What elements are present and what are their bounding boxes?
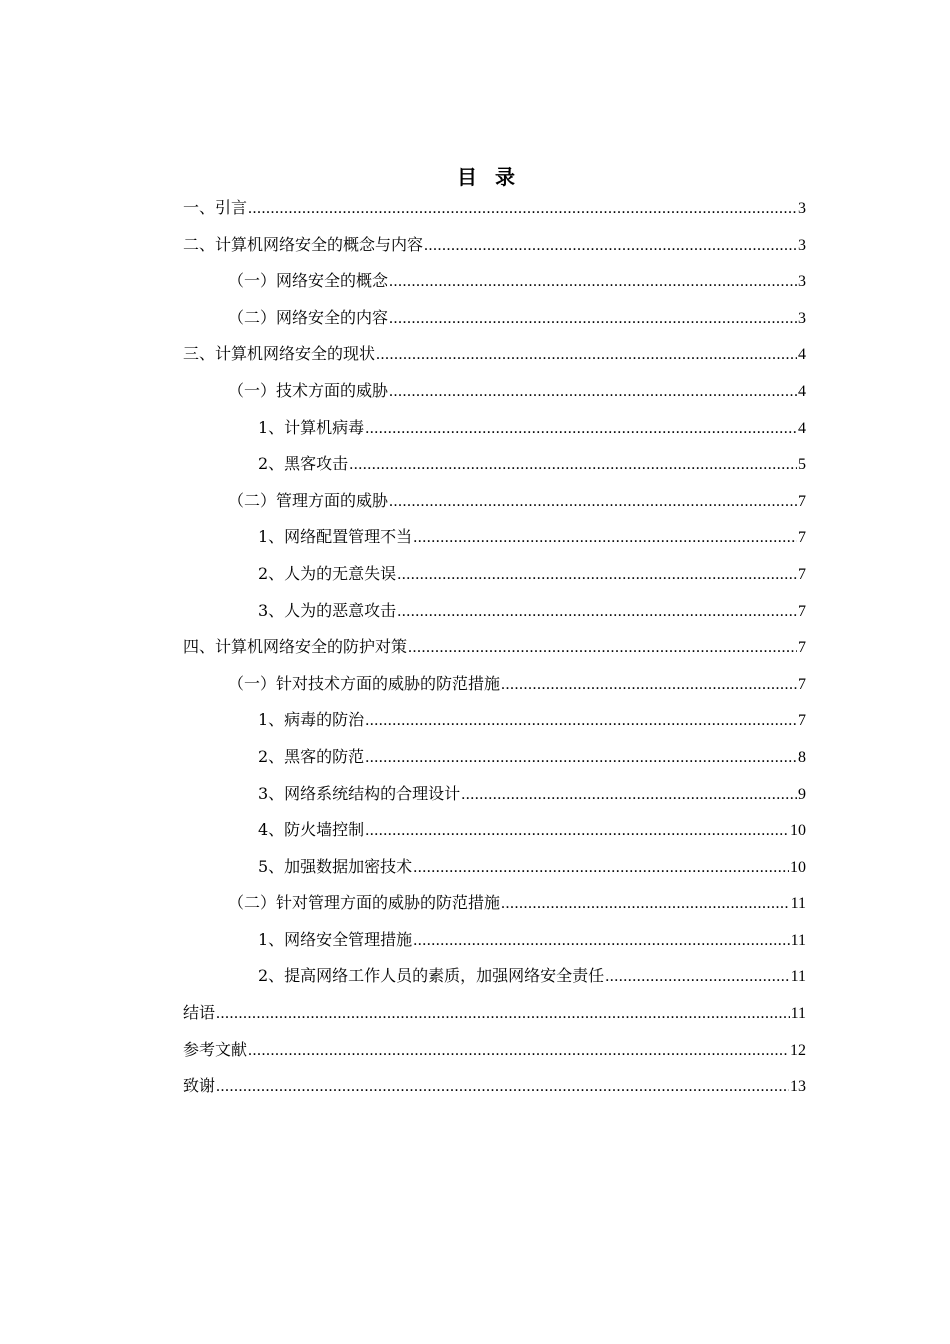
toc-page-number: 7	[798, 492, 806, 510]
toc-leader-dots	[413, 520, 797, 557]
toc-leader-dots	[461, 777, 797, 814]
toc-page-number: 4	[798, 382, 806, 400]
toc-leader-dots	[216, 1069, 789, 1106]
toc-entry-text: 2、黑客攻击	[258, 454, 349, 474]
toc-entry[interactable]	[183, 666, 806, 703]
toc-entry-text: 参考文献	[183, 1039, 248, 1059]
toc-page-number: 3	[798, 273, 806, 291]
toc-page-number: 11	[790, 895, 806, 913]
toc-leader-dots	[389, 484, 797, 521]
toc-entry[interactable]	[183, 446, 806, 483]
toc-leader-dots	[216, 996, 790, 1033]
toc-entry-text: 2、黑客的防范	[258, 746, 365, 766]
toc-entry-text: 2、提高网络工作人员的素质，加强网络安全责任	[258, 966, 605, 986]
toc-page-number: 7	[798, 712, 806, 730]
toc-entry[interactable]	[183, 739, 806, 776]
toc-entry-text: 2、人为的无意失误	[258, 563, 397, 583]
toc-page-number: 7	[798, 529, 806, 547]
toc-page-number: 10	[790, 858, 806, 876]
toc-page-number: 3	[798, 200, 806, 217]
toc-page-number: 11	[790, 1005, 806, 1023]
toc-leader-dots	[397, 557, 797, 594]
toc-entry-text: （一）网络安全的概念	[228, 271, 389, 291]
toc-leader-dots	[365, 740, 797, 777]
toc-leader-dots	[389, 301, 797, 338]
toc-entry[interactable]	[183, 483, 806, 520]
toc-entry-text: 三、计算机网络安全的现状	[183, 344, 376, 364]
toc-entry[interactable]	[183, 776, 806, 813]
toc-entry-text: 二、计算机网络安全的概念与内容	[183, 234, 424, 254]
toc-page-number: 4	[798, 419, 806, 437]
toc-list	[183, 190, 806, 1105]
toc-page-number: 7	[798, 565, 806, 583]
toc-leader-dots	[365, 813, 789, 850]
toc-entry[interactable]	[183, 702, 806, 739]
toc-entry[interactable]	[183, 1032, 806, 1069]
toc-page-number: 13	[790, 1078, 806, 1096]
toc-entry-text: 致谢	[183, 1076, 216, 1096]
toc-entry-text: 结语	[183, 1003, 216, 1023]
toc-leader-dots	[501, 886, 790, 923]
toc-entry-text: 5、加强数据加密技术	[258, 856, 413, 876]
toc-title: 目录	[457, 165, 533, 189]
toc-entry[interactable]	[183, 593, 806, 630]
toc-leader-dots	[413, 923, 789, 960]
toc-page-number: 7	[798, 639, 806, 657]
toc-entry-text: 一、引言	[183, 198, 248, 217]
toc-page-number: 11	[790, 968, 806, 986]
toc-entry[interactable]	[183, 1068, 806, 1105]
toc-entry-text: 1、计算机病毒	[258, 417, 365, 437]
toc-entry-text: （二）网络安全的内容	[228, 307, 389, 327]
toc-leader-dots	[397, 594, 797, 631]
toc-page-number: 5	[798, 456, 806, 474]
toc-leader-dots	[248, 1033, 789, 1070]
toc-page-number: 3	[798, 309, 806, 327]
toc-entry-text: （一）技术方面的威胁	[228, 380, 389, 400]
toc-entry[interactable]	[183, 958, 806, 995]
toc-entry[interactable]	[183, 629, 806, 666]
toc-page-number: 7	[798, 675, 806, 693]
toc-entry-text: 四、计算机网络安全的防护对策	[183, 637, 408, 657]
toc-entry-text: 3、网络系统结构的合理设计	[258, 783, 461, 803]
toc-entry[interactable]	[183, 922, 806, 959]
toc-page-number: 4	[798, 346, 806, 364]
toc-entry[interactable]	[183, 227, 806, 264]
toc-entry-text: （二）针对管理方面的威胁的防范措施	[228, 893, 501, 913]
toc-entry[interactable]	[183, 885, 806, 922]
toc-page-number: 11	[790, 931, 806, 949]
toc-leader-dots	[365, 703, 797, 740]
toc-leader-dots	[501, 667, 797, 704]
toc-entry[interactable]	[183, 556, 806, 593]
toc-entry[interactable]	[183, 849, 806, 886]
toc-leader-dots	[349, 447, 797, 484]
toc-leader-dots	[424, 228, 797, 265]
toc-leader-dots	[389, 374, 797, 411]
toc-leader-dots	[413, 850, 789, 887]
toc-entry[interactable]	[183, 995, 806, 1032]
toc-leader-dots	[408, 630, 797, 667]
toc-entry-text: 1、病毒的防治	[258, 710, 365, 730]
toc-leader-dots	[365, 411, 797, 448]
toc-entry[interactable]	[183, 263, 806, 300]
toc-entry[interactable]	[183, 336, 806, 373]
toc-entry[interactable]	[183, 300, 806, 337]
toc-leader-dots	[605, 959, 789, 996]
toc-page-number: 3	[798, 236, 806, 254]
toc-entry-text: 4、防火墙控制	[258, 820, 365, 840]
toc-entry[interactable]	[183, 812, 806, 849]
toc-entry-text: （一）针对技术方面的威胁的防范措施	[228, 673, 501, 693]
toc-entry-text: 3、人为的恶意攻击	[258, 600, 397, 620]
toc-leader-dots	[376, 337, 797, 374]
toc-entry[interactable]	[183, 410, 806, 447]
toc-page-number: 10	[790, 822, 806, 840]
toc-page-number: 8	[798, 748, 806, 766]
toc-entry-text: 1、网络安全管理措施	[258, 929, 413, 949]
toc-page-number: 7	[798, 602, 806, 620]
toc-page-number: 12	[790, 1041, 806, 1059]
toc-entry[interactable]	[183, 190, 806, 227]
toc-entry-text: （二）管理方面的威胁	[228, 490, 389, 510]
toc-page-number: 9	[798, 785, 806, 803]
toc-leader-dots	[248, 191, 797, 228]
toc-leader-dots	[389, 264, 797, 301]
toc-entry-text: 1、网络配置管理不当	[258, 527, 413, 547]
toc-entry[interactable]	[183, 519, 806, 556]
toc-entry[interactable]	[183, 373, 806, 410]
